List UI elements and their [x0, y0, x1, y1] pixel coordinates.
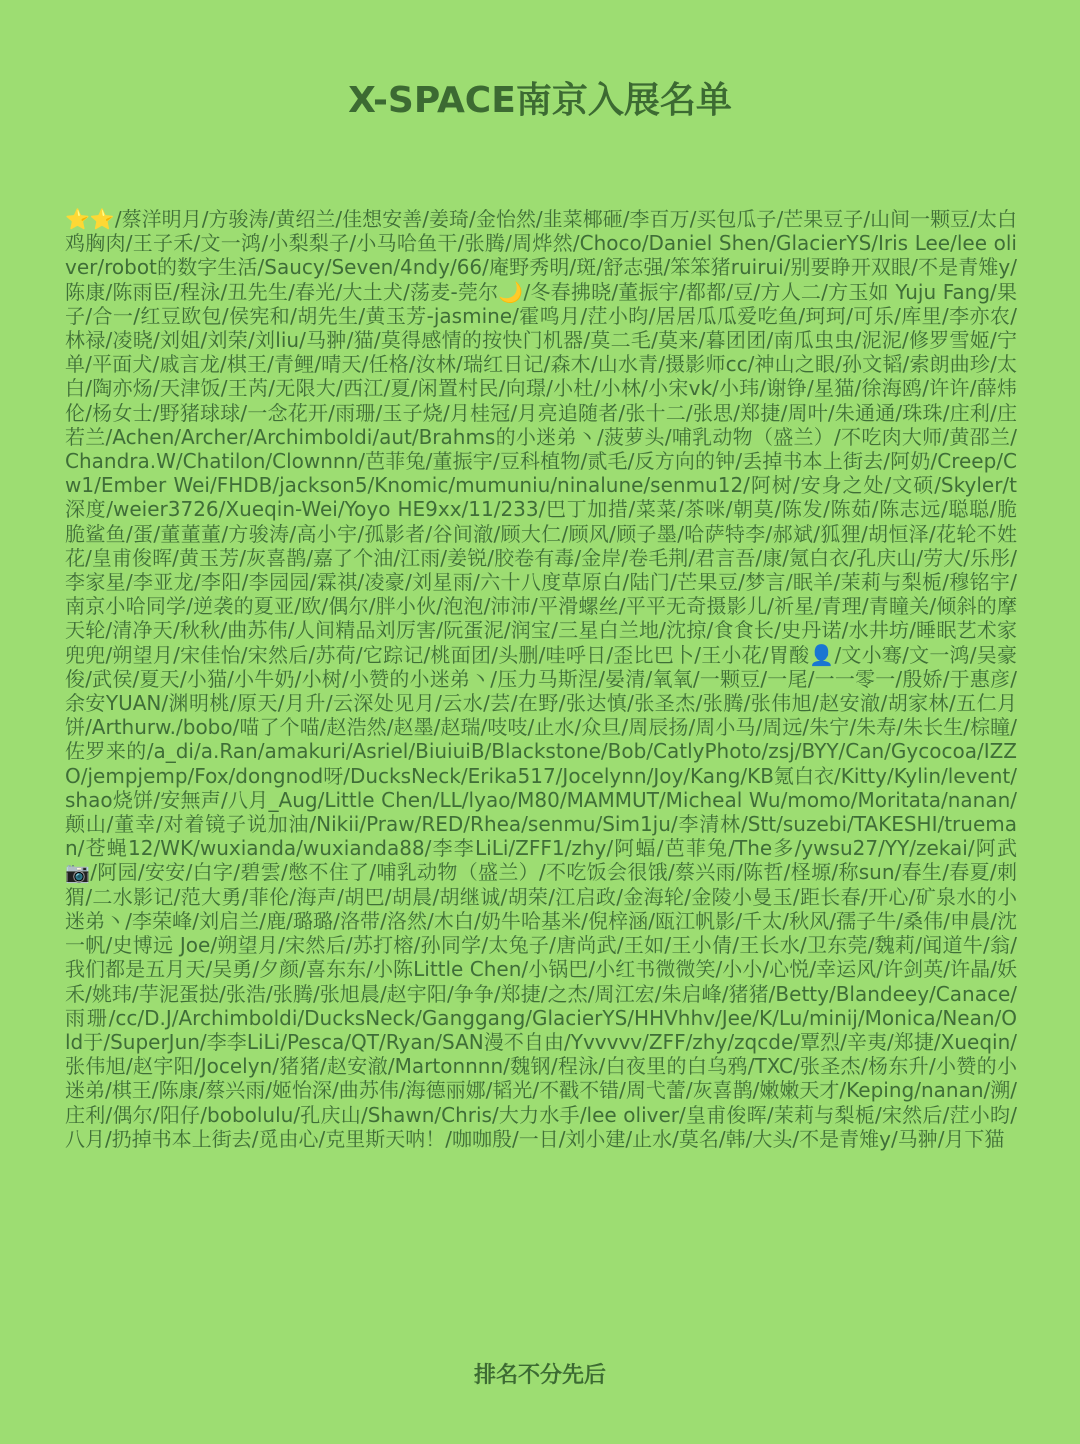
page-title: X-SPACE南京入展名单	[348, 80, 732, 121]
participant-name-list: ⭐⭐/蔡洋明月/方骏涛/黄绍兰/佳想安善/姜琦/金怡然/韭菜椰砸/李百万/买包瓜子/芒果豆子/山间一颗豆/太白鸡胸肉/王子禾/文一鸿/小梨梨子/小马哈鱼干/张腾/周烨然/Choco/Daniel Shen/GlacierYS/Iris Lee/lee oliver/robot的数字生活/Saucy/Seven/4ndy/66/庵野秀明/斑/舒志强/笨笨猪ruirui/别要睁开双眼/不是青雉y/陈康/陈雨臣/程泳/丑先生/春光/大土犬/荡麦-莞尔🌙/冬春拂晓/董振宇/都都/豆/方人二/方玉如 Yuju Fang/果子/合一/红豆欧包/侯宪和/胡先生/黄玉芳-jasmine/霍鸣月/茳小昀/居居瓜瓜爱吃鱼/珂珂/可乐/库里/李亦农/林禄/凌晓/刘姐/刘荣/刘liu/马翀/猫/莫得感情的按快门机器/莫二毛/莫来/暮团团/南瓜虫虫/泥泥/修罗雪姬/宁单/平面犬/戚言龙/棋王/青鲤/晴天/任格/汝林/瑞红日记/森木/山水青/摄影师cc/神山之眼/孙文韬/索朗曲珍/太白/陶亦炀/天津饭/王芮/无限大/西江/夏/闲置村民/向璟/小杜/小林/小宋vk/小玮/谢铮/星猫/徐海鸥/许许/薛炜伦/杨女士/野猪球球/一念花开/雨珊/玉子烧/月桂冠/月亮追随者/张十二/张思/郑捷/周叶/朱通通/珠珠/庄利/庄若兰/Achen/Archer/Archimboldi/aut/Brahms的小迷弟丶/菠萝头/哺乳动物（盛兰）/不吃肉大师/黄邵兰/Chandra.W/Chatilon/Clownnn/芭菲兔/董振宇/豆科植物/贰毛/反方向的钟/丢掉书本上街去/阿奶/Creep/Cw1/Ember Wei/FHDB/jackson5/Knomic/mumuniu/ninalune/senmu12/阿树/安身之处/文硕/Skyler/t深度/weier3726/Xueqin-Wei/Yoyo HE9xx/11/233/巴丁加措/菜菜/茶咪/朝莫/陈发/陈茹/陈志远/聪聪/脆脆鲨鱼/蛋/董董董/方骏涛/高小宇/孤影者/谷间澈/顾大仁/顾风/顾子墨/哈萨特李/郝斌/狐狸/胡恒泽/花轮不姓花/皇甫俊晖/黄玉芳/灰喜鹊/嘉了个油/江雨/姜锐/胶卷有毒/金岸/卷毛荆/君言吾/康/氪白衣/孔庆山/劳大/乐彤/李家星/李亚龙/李阳/李园园/霖祺/凌豪/刘星雨/六十八度草原白/陆门/芒果豆/梦言/眠羊/茉莉与梨栀/穆铭宇/南京小哈同学/逆袭的夏亚/欧/偶尔/胖小伙/泡泡/沛沛/平滑螺丝/平平无奇摄影儿/祈星/青理/青瞳关/倾斜的摩天轮/清净天/秋秋/曲苏伟/人间精品刘厉害/阮蛋泥/润宝/三星白兰地/沈掠/食食长/史丹诺/水井坊/睡眠艺术家兜兜/朔望月/宋佳怡/宋然后/苏荷/它踪记/桃面团/头删/哇呼日/歪比巴卜/王小花/胃酸👤/文小骞/文一鸿/吴豪俊/武侯/夏天/小猫/小牛奶/小树/小赞的小迷弟丶/压力马斯涅/晏清/氧氧/一颗豆/一尾/一一零一/殷娇/于惠彦/余安YUAN/渊明桃/原天/月升/云深处见月/云水/芸/在野/张达慎/张圣杰/张腾/张伟旭/赵安澈/胡家林/五仁月饼/Arthurw./bobo/喵了个喵/赵浩然/赵墨/赵瑞/吱吱/止水/众旦/周辰扬/周小马/周远/朱宁/朱寿/朱长生/棕瞳/佐罗来的/a_di/a.Ran/amakuri/Asriel/BiuiuiB/Blackstone/Bob/CatlyPhoto/zsj/BYY/Can/Gycocoa/IZZO/jempjemp/Fox/dongnod呀/DucksNeck/Erika517/Jocelynn/Joy/Kang/KB氪白衣/Kitty/Kylin/levent/shao烧饼/安無声/八月_Aug/Little Chen/LL/lyao/M80/MAMMUT/Micheal Wu/momo/Moritata/nanan/颠山/董幸/对着镜子说加油/Nikii/Praw/RED/Rhea/senmu/Sim1ju/李清林/Stt/suzebi/TAKESHI/trueman/苍蝇12/WK/wuxianda/wuxianda88/李李LiLi/ZFF1/zhy/阿蝠/芭菲兔/The多/ywsu27/YY/zekai/阿武📷/阿园/安安/白字/碧雲/憋不住了/哺乳动物（盛兰）/不吃饭会很饿/蔡兴雨/陈哲/柽塬/称sun/春生/春夏/刺猬/二水影记/范大勇/菲伦/海声/胡巴/胡晨/胡继诚/胡荣/江启政/金海轮/金陵小曼玉/距长春/开心/矿泉水的小迷弟丶/李荣峰/刘启兰/鹿/璐璐/洛带/洛然/木白/奶牛哈基米/倪梓涵/瓯江帆影/千太/秋风/孺子牛/桑伟/申晨/沈一帆/史博远 Joe/朔望月/宋然后/苏打榕/孙同学/太兔子/唐尚武/王如/王小倩/王长水/卫东莞/魏莉/闻道牛/翁/我们都是五月天/吴勇/夕颜/喜东东/小陈Little Chen/小锅巴/小红书微微笑/小小/心悦/幸运风/许剑英/许晶/妖禾/姚玮/芋泥蛋挞/张浩/张腾/张旭晨/赵宇阳/争争/郑捷/之杰/周江宏/朱启峰/猪猪/Betty/Blandeey/Canace/雨珊/cc/D.J/Archimboldi/DucksNeck/Ganggang/GlacierYS/HHVhhv/Jee/K/Lu/minij/Monica/Nean/Old于/SuperJun/李李LiLi/Pesca/QT/Ryan/SAN漫不自由/Yvvvvv/ZFF/zhy/zqcde/覃烈/辛夷/郑捷/Xueqin/张伟旭/赵宇阳/Jocelyn/猪猪/赵安澈/Martonnnn/魏钢/程泳/白夜里的白乌鸦/TXC/张圣杰/杨东升/小赞的小迷弟/棋王/陈康/蔡兴雨/姬怡深/曲苏伟/海德丽娜/韬光/不戳不错/周弋蕾/灰喜鹊/嫩嫩天才/Keping/nanan/溯/庄利/偶尔/阳仔/bobolulu/孔庆山/Shawn/Chris/大力水手/lee oliver/皇甫俊晖/茉莉与梨栀/宋然后/茳小昀/八月/扔掉书本上街去/觅由心/克里斯天呐！/咖咖殷/一日/刘小建/止水/莫名/韩/大头/不是青雉y/马翀/月下猫	[65, 207, 1017, 1151]
footer-note: 排名不分先后	[473, 1363, 606, 1388]
